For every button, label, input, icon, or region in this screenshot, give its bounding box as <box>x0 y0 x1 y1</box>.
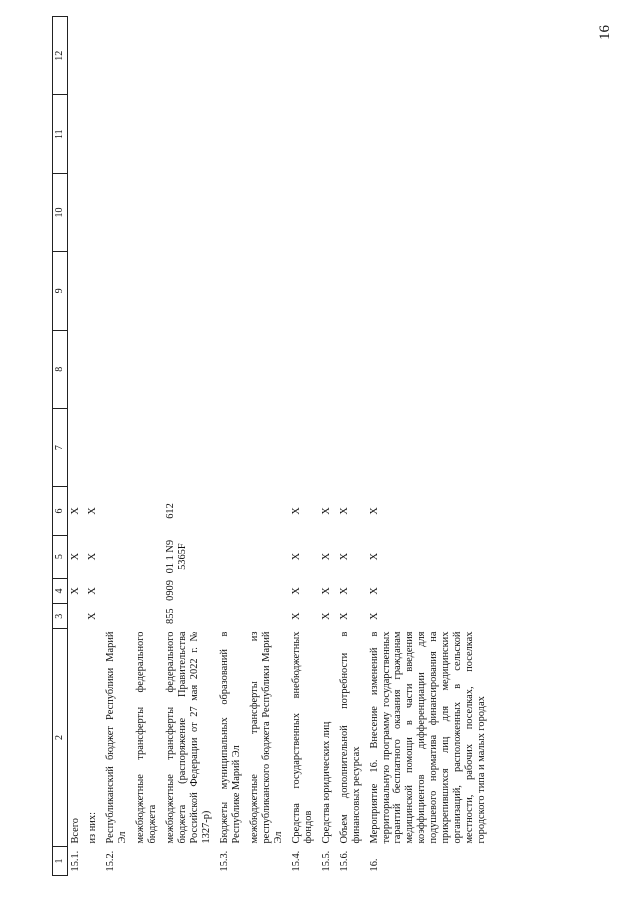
cell-c5 <box>133 535 163 578</box>
row-description: межбюджетные трансферты федерального бюджета <box>135 631 159 844</box>
cell-c7 <box>67 408 85 486</box>
cell-c7 <box>289 408 319 486</box>
row-description: Мероприятие 16. Внесение изменений в территориальную программу государственных гарантий бесплатного оказания гражданам медицинской помощи в части введения коэффициентов дифференциации для подушевого норматива финансирования на прикрепившихся лиц для медицинских организаций, расположенных в сельской местности, рабочих поселках, поселках городского типа и малых городах <box>368 631 488 844</box>
cell-c9 <box>163 252 217 330</box>
cell-c3: X <box>320 612 332 620</box>
cell-c10 <box>247 173 289 251</box>
row-number: 15.6. <box>338 850 350 872</box>
cell-c9 <box>319 252 337 330</box>
cell-c6: X <box>87 507 99 515</box>
cell-c9 <box>67 252 85 330</box>
table-row <box>289 17 319 876</box>
cell-c7 <box>247 408 289 486</box>
cell-c9 <box>289 252 319 330</box>
cell-c8 <box>337 330 367 408</box>
row-description: из них: <box>87 812 99 844</box>
cell-c11 <box>337 95 367 173</box>
row-number: 15.3. <box>219 850 231 872</box>
cell-c10 <box>163 173 217 251</box>
cell-c4: 0909 <box>165 580 177 601</box>
cell-c8 <box>85 330 103 408</box>
cell-c10 <box>289 173 319 251</box>
cell-c4 <box>217 578 247 604</box>
cell-c7 <box>85 408 103 486</box>
cell-c7 <box>133 408 163 486</box>
cell-c11 <box>67 95 85 173</box>
cell-c12 <box>163 17 217 95</box>
cell-c8 <box>67 330 85 408</box>
cell-c11 <box>163 95 217 173</box>
cell-c7 <box>217 408 247 486</box>
row-description: Объем дополнительной потребности в финансовых ресурсах <box>338 631 362 844</box>
cell-c5: X <box>338 552 350 561</box>
row-number <box>85 847 103 876</box>
cell-c11 <box>217 95 247 173</box>
cell-c12 <box>289 17 319 95</box>
cell-c5: X <box>368 552 380 561</box>
cell-c12 <box>85 17 103 95</box>
cell-c9 <box>367 252 493 330</box>
column-header-6: 6 <box>53 487 68 535</box>
table-body <box>67 17 492 876</box>
cell-c11 <box>133 95 163 173</box>
column-header-1: 1 <box>53 847 68 876</box>
cell-c6: 612 <box>165 503 177 519</box>
cell-c10 <box>85 173 103 251</box>
cell-c5: X <box>69 552 81 561</box>
cell-c4: X <box>69 587 81 595</box>
cell-c6 <box>247 487 289 535</box>
table-row <box>103 17 133 876</box>
cell-c6 <box>217 487 247 535</box>
table-row <box>337 17 367 876</box>
column-header-3: 3 <box>53 604 68 629</box>
row-description: межбюджетные трансферты из республиканского бюджета Республики Марий Эл <box>248 631 284 844</box>
row-description: Республиканский бюджет Республики Марий Эл <box>105 631 129 844</box>
cell-c5: 01 1 N9 5365F <box>165 539 189 574</box>
row-description: межбюджетные трансферты федерального бюджета (распоряжение Правительства Российской Федерации от 27 мая 2022 г. № 1327-р) <box>165 631 213 844</box>
row-number <box>133 847 163 876</box>
cell-c9 <box>217 252 247 330</box>
cell-c8 <box>163 330 217 408</box>
cell-c7 <box>319 408 337 486</box>
cell-c3 <box>133 604 163 629</box>
cell-c3: X <box>87 612 99 620</box>
table-row <box>247 17 289 876</box>
cell-c8 <box>319 330 337 408</box>
column-header-4: 4 <box>53 578 68 604</box>
cell-c12 <box>67 17 85 95</box>
cell-c8 <box>103 330 133 408</box>
cell-c11 <box>103 95 133 173</box>
cell-c12 <box>319 17 337 95</box>
cell-c3: 855 <box>165 608 177 624</box>
cell-c9 <box>103 252 133 330</box>
cell-c11 <box>289 95 319 173</box>
cell-c11 <box>319 95 337 173</box>
cell-c12 <box>367 17 493 95</box>
cell-c6 <box>133 487 163 535</box>
cell-c5 <box>247 535 289 578</box>
cell-c9 <box>133 252 163 330</box>
column-header-2: 2 <box>53 629 68 847</box>
cell-c7 <box>103 408 133 486</box>
table-row <box>163 17 217 876</box>
cell-c3: X <box>338 612 350 620</box>
cell-c4: X <box>320 587 332 595</box>
row-number: 15.4. <box>290 850 302 872</box>
cell-c9 <box>337 252 367 330</box>
table-row <box>367 17 493 876</box>
cell-c4 <box>133 578 163 604</box>
row-description: Средства юридических лиц <box>320 721 332 844</box>
cell-c10 <box>337 173 367 251</box>
cell-c5: X <box>320 552 332 561</box>
cell-c12 <box>247 17 289 95</box>
cell-c12 <box>337 17 367 95</box>
row-number: 16. <box>368 858 380 872</box>
column-header-7: 7 <box>53 408 68 486</box>
table-row <box>67 17 85 876</box>
row-number: 15.1. <box>69 850 81 872</box>
cell-c8 <box>247 330 289 408</box>
column-header-10: 10 <box>53 173 68 251</box>
cell-c7 <box>163 408 217 486</box>
cell-c3 <box>247 604 289 629</box>
table-row <box>133 17 163 876</box>
cell-c4 <box>103 578 133 604</box>
row-description: Бюджеты муниципальных образований в Республике Марий Эл <box>219 631 242 844</box>
header-row <box>53 17 68 876</box>
cell-c4: X <box>87 587 99 595</box>
cell-c9 <box>247 252 289 330</box>
cell-c3 <box>217 604 247 629</box>
table-row <box>217 17 247 876</box>
column-header-9: 9 <box>53 252 68 330</box>
cell-c11 <box>247 95 289 173</box>
cell-c5 <box>103 535 133 578</box>
cell-c10 <box>133 173 163 251</box>
cell-c10 <box>103 173 133 251</box>
cell-c6: X <box>290 507 302 515</box>
cell-c12 <box>103 17 133 95</box>
cell-c8 <box>217 330 247 408</box>
cell-c3: X <box>368 612 380 620</box>
cell-c11 <box>367 95 493 173</box>
rotated-table-sheet <box>52 16 580 876</box>
cell-c4: X <box>290 587 302 595</box>
column-header-8: 8 <box>53 330 68 408</box>
page-number: 16 <box>597 25 613 40</box>
cell-c6: X <box>338 507 350 515</box>
row-number: 15.2. <box>105 850 117 872</box>
table-row <box>85 17 103 876</box>
budget-table <box>52 16 492 876</box>
cell-c10 <box>367 173 493 251</box>
cell-c4 <box>247 578 289 604</box>
cell-c6: X <box>69 507 81 515</box>
cell-c4: X <box>368 587 380 595</box>
cell-c11 <box>85 95 103 173</box>
column-header-5: 5 <box>53 535 68 578</box>
row-description: Средства государственных внебюджетных фондов <box>290 631 314 844</box>
cell-c5: X <box>290 552 302 561</box>
cell-c6: X <box>320 507 332 515</box>
cell-c10 <box>319 173 337 251</box>
cell-c6: X <box>368 507 380 515</box>
column-header-11: 11 <box>53 95 68 173</box>
cell-c3: X <box>290 612 302 620</box>
cell-c10 <box>217 173 247 251</box>
cell-c5: X <box>87 552 99 561</box>
cell-c7 <box>367 408 493 486</box>
row-number <box>247 847 289 876</box>
cell-c8 <box>367 330 493 408</box>
cell-c5 <box>217 535 247 578</box>
row-number: 15.5. <box>320 850 332 872</box>
cell-c8 <box>133 330 163 408</box>
cell-c3 <box>67 604 85 629</box>
cell-c8 <box>289 330 319 408</box>
row-number <box>163 847 217 876</box>
column-header-12: 12 <box>53 17 68 95</box>
cell-c12 <box>133 17 163 95</box>
cell-c7 <box>337 408 367 486</box>
cell-c4: X <box>338 587 350 595</box>
cell-c3 <box>103 604 133 629</box>
cell-c9 <box>85 252 103 330</box>
row-description: Всего <box>69 818 81 844</box>
cell-c10 <box>67 173 85 251</box>
cell-c6 <box>103 487 133 535</box>
cell-c12 <box>217 17 247 95</box>
table-row <box>319 17 337 876</box>
